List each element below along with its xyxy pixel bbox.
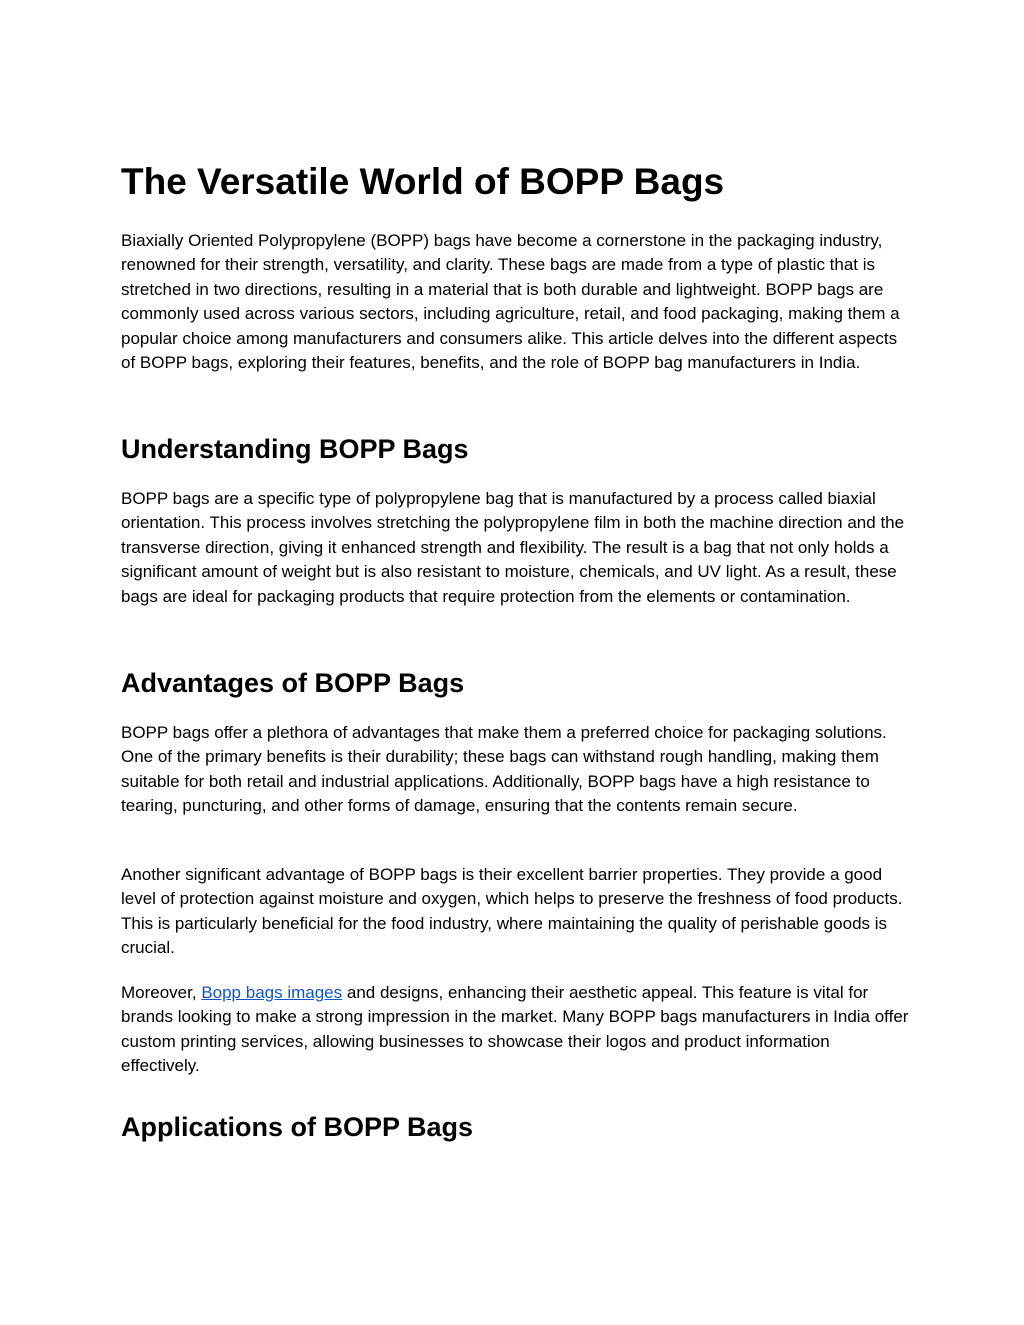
heading-advantages: Advantages of BOPP Bags — [121, 668, 465, 698]
link-paragraph-after: and designs, enhancing their aesthetic appeal. This feature is vital for brands looking to make a strong impression in the market. Many BOPP bags manufacturers in India offer custom printing services, allowing businesses to showcase their logos and product information effectively. — [121, 983, 909, 1076]
bopp-bags-images-link[interactable]: Bopp bags images — [201, 983, 343, 1002]
advantages-paragraph-2: Another significant advantage of BOPP bags is their excellent barrier properties. They provide a good level of protection against moisture and oxygen, which helps to preserve the freshness of food products. This is particularly beneficial for the food industry, where maintaining the quality of perishable goods is crucial. — [121, 865, 903, 958]
intro-paragraph: Biaxially Oriented Polypropylene (BOPP) bags have become a cornerstone in the packaging industry, renowned for their strength, versatility, and clarity. These bags are made from a type of plastic that is stretched in two directions, resulting in a material that is both durable and lightweight. BOPP bags are commonly used across various sectors, including agriculture, retail, and food packaging, making them a popular choice among manufacturers and consumers alike. This article delves into the different aspects of BOPP bags, exploring their features, benefits, and the role of BOPP bag manufacturers in India. — [121, 231, 900, 373]
link-paragraph-before: Moreover, — [121, 983, 202, 1002]
understanding-paragraph: BOPP bags are a specific type of polypropylene bag that is manufactured by a process called biaxial orientation. This process involves stretching the polypropylene film in both the machine direction and the transverse direction, giving it enhanced strength and flexibility. The result is a bag that not only holds a significant amount of weight but is also resistant to moisture, chemicals, and UV light. As a result, these bags are ideal for packaging products that require protection from the elements or contamination. — [121, 489, 905, 606]
page-title: The Versatile World of BOPP Bags — [121, 161, 725, 202]
heading-applications: Applications of BOPP Bags — [121, 1112, 474, 1142]
heading-understanding: Understanding BOPP Bags — [121, 434, 469, 464]
advantages-paragraph-3 — [121, 981, 911, 1079]
advantages-paragraph-1: BOPP bags offer a plethora of advantages that make them a preferred choice for packaging solutions. One of the primary benefits is their durability; these bags can withstand rough handling, making them suitable for both retail and industrial applications. Additionally, BOPP bags have a high resistance to tearing, puncturing, and other forms of damage, ensuring that the contents remain secure. — [121, 723, 887, 816]
